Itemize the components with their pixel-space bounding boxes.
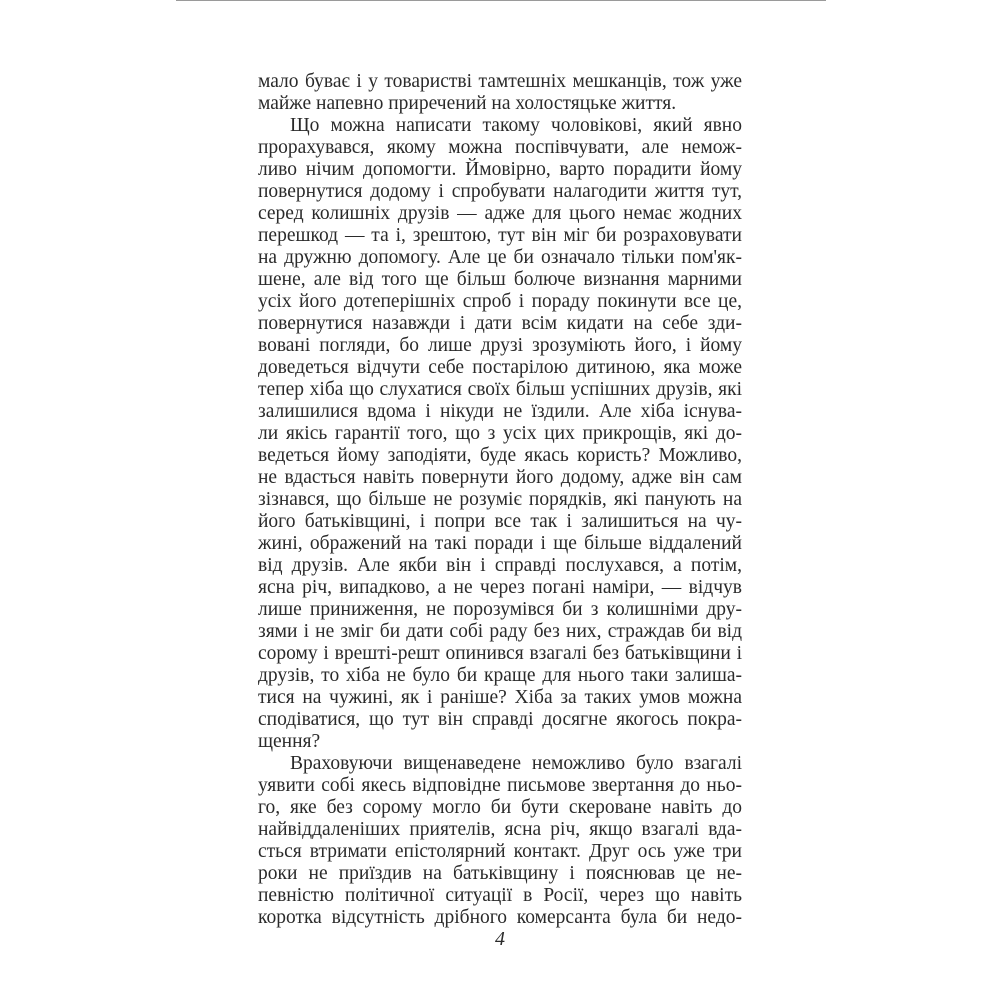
text-line: зізнався, що більше не розуміє порядків, які панують на — [258, 489, 742, 510]
text-line: щення? — [258, 731, 321, 752]
text-line: його батьківщині, і попри все так і залишиться на чу- — [258, 511, 742, 532]
text-line: сорому і врешті-решт опинився взагалі без батьківщини і — [258, 643, 742, 664]
text-line: тепер хіба що слухатися своїх більш успішних друзів, які — [258, 379, 742, 400]
text-line: жині, ображений на такі поради і ще більше віддалений — [258, 533, 742, 554]
text-line: усіх його дотеперішніх спроб і пораду покинути все це, — [258, 291, 742, 312]
text-line: найвіддаленіших приятелів, ясна річ, якщо взагалі вда- — [258, 819, 742, 840]
text-line: майже напевно приречений на холостяцьке життя. — [258, 93, 677, 114]
text-line: коротка відсутність дрібного комерсанта була би недо- — [258, 907, 742, 928]
text-line: тися на чужині, як і раніше? Хіба за таких умов можна — [258, 687, 742, 708]
page-number: 4 — [495, 928, 505, 950]
top-rule — [176, 0, 826, 1]
text-line: уявити собі якесь відповідне письмове звертання до ньо- — [258, 775, 742, 796]
text-line: повернутися назавжди і дати всім кидати на себе зди- — [258, 313, 742, 334]
text-line: на дружню допомогу. Але це би означало тільки пом'як- — [258, 247, 742, 268]
text-line: ведеться йому заподіяти, буде якась користь? Можливо, — [258, 445, 742, 466]
text-line: певністю політичної ситуації в Росії, через що навіть — [258, 885, 742, 906]
text-line: доведеться відчути себе постарілою дитиною, яка може — [258, 357, 742, 378]
text-line: не вдасться навіть повернути його додому, адже він сам — [258, 467, 742, 488]
text-line: лише приниження, не порозумівся би з колишніми дру- — [258, 599, 742, 620]
body-text — [258, 71, 742, 929]
text-line: вовані погляди, бо лише друзі зрозуміють його, і йому — [258, 335, 742, 356]
text-line: го, яке без сорому могло би бути скероване навіть до — [258, 797, 742, 818]
text-line: залишилися вдома і нікуди не їздили. Але хіба існува- — [258, 401, 742, 422]
text-line: ливо нічим допомогти. Ймовірно, варто порадити йому — [258, 159, 742, 180]
text-line: сться втримати епістолярний контакт. Друг ось уже три — [258, 841, 742, 862]
text-line: роки не приїздив на батьківщину і пояснював це не- — [258, 863, 742, 884]
text-line: сподіватися, що тут він справді досягне якогось покра- — [258, 709, 742, 730]
text-line: прорахувався, якому можна поспівчувати, але немож- — [258, 137, 742, 158]
text-line: перешкод — та і, зрештою, тут він міг би розраховувати — [258, 225, 742, 246]
text-line: Що можна написати такому чоловікові, який явно — [290, 115, 742, 136]
text-line: ли якісь гарантії того, що з усіх цих прикрощів, які до- — [258, 423, 742, 444]
text-line: від друзів. Але якби він і справді послухався, а потім, — [258, 555, 742, 576]
text-line: зями і не зміг би дати собі раду без них, страждав би від — [258, 621, 742, 642]
text-line: повернутися додому і спробувати налагодити життя тут, — [258, 181, 742, 202]
text-line: ясна річ, випадково, а не через погані наміри, — відчув — [258, 577, 742, 598]
text-line: друзів, то хіба не було би краще для нього таки залиша- — [258, 665, 742, 686]
text-line: Враховуючи вищенаведене неможливо було взагалі — [290, 753, 742, 774]
text-line: мало буває і у товаристві тамтешніх мешканців, тож уже — [258, 71, 742, 92]
text-line: серед колишніх друзів — адже для цього немає жодних — [258, 203, 742, 224]
text-line: шене, але від того ще більш болюче визнання марними — [258, 269, 742, 290]
